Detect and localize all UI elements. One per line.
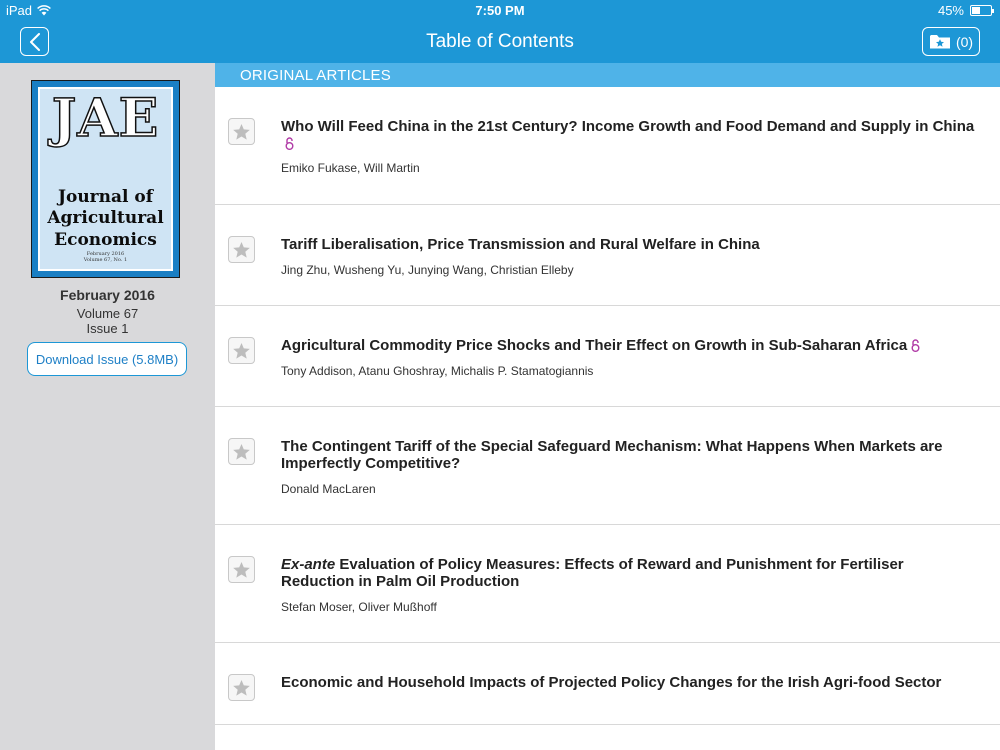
article-authors: Tony Addison, Atanu Ghoshray, Michalis P. Stamatogiannis: [281, 364, 594, 378]
star-icon: [232, 443, 251, 461]
star-icon: [232, 342, 251, 360]
article-row[interactable]: [215, 87, 1000, 205]
article-title[interactable]: [281, 118, 978, 152]
star-icon: [232, 679, 251, 697]
folder-star-icon: [929, 33, 951, 50]
article-title[interactable]: [281, 236, 978, 253]
favorite-star-button[interactable]: [228, 236, 255, 263]
favorite-star-button[interactable]: [228, 118, 255, 145]
journal-cover[interactable]: [31, 80, 180, 278]
issue-sidebar: [0, 63, 215, 750]
device-label: iPad: [6, 3, 33, 18]
article-title-prefix: Ex-ante: [281, 556, 336, 573]
favorite-star-button[interactable]: [228, 556, 255, 583]
article-title[interactable]: [281, 438, 978, 472]
cover-abbr: JAE: [51, 88, 160, 149]
article-title[interactable]: [281, 556, 978, 590]
star-icon: [232, 561, 251, 579]
open-access-lock-icon: [911, 339, 920, 352]
star-icon: [232, 241, 251, 259]
favorite-star-button[interactable]: [228, 337, 255, 364]
article-row[interactable]: [215, 407, 1000, 525]
article-title-text: Agricultural Commodity Price Shocks and Their Effect on Growth in Sub-Saharan Africa: [281, 337, 908, 354]
issue-number: Issue 1: [86, 321, 129, 336]
page-title: Table of Contents: [426, 31, 574, 52]
article-row[interactable]: [215, 643, 1000, 725]
article-title[interactable]: [281, 674, 978, 691]
cover-art: [38, 87, 173, 271]
status-bar: [0, 0, 1000, 20]
cover-journal-name: Journal of Agricultural Economics: [47, 187, 164, 250]
article-row[interactable]: [215, 205, 1000, 306]
battery-fill: [972, 7, 980, 14]
favorite-star-button[interactable]: [228, 674, 255, 701]
article-authors: Donald MacLaren: [281, 482, 376, 496]
download-issue-button[interactable]: Download Issue (5.8MB): [27, 342, 187, 376]
table-of-contents: [215, 63, 1000, 750]
nav-bar: [0, 20, 1000, 63]
issue-volume: Volume 67: [76, 306, 139, 321]
cover-issue-line2: Volume 67, No. 1: [83, 257, 128, 263]
article-title-text: Economic and Household Impacts of Projected Policy Changes for the Irish Agri-food Sector: [281, 674, 942, 691]
battery-percent: 45%: [937, 3, 964, 18]
cover-issue-text: [40, 251, 171, 263]
article-title-text: Tariff Liberalisation, Price Transmission and Rural Welfare in China: [281, 236, 760, 253]
section-header: ORIGINAL ARTICLES: [215, 63, 1000, 87]
favorites-button[interactable]: [922, 27, 980, 56]
favorites-count: (0): [955, 33, 974, 50]
article-authors: Jing Zhu, Wusheng Yu, Junying Wang, Christian Elleby: [281, 263, 574, 277]
status-right: [938, 3, 992, 18]
article-row[interactable]: [215, 306, 1000, 407]
article-row[interactable]: [215, 525, 1000, 643]
article-title-text: Who Will Feed China in the 21st Century? Income Growth and Food Demand and Supply in China: [281, 118, 975, 135]
battery-icon: [970, 5, 992, 16]
article-title[interactable]: [281, 337, 978, 354]
favorite-star-button[interactable]: [228, 438, 255, 465]
cover-issue-line1: February 2016: [86, 251, 125, 257]
open-access-lock-icon: [285, 137, 294, 150]
article-title-text: Evaluation of Policy Measures: Effects of Reward and Punishment for Fertiliser Reduction in Palm Oil Production: [281, 556, 904, 590]
star-icon: [232, 123, 251, 141]
issue-date: February 2016: [60, 287, 155, 303]
clock: 7:50 PM: [475, 3, 525, 18]
article-title-text: The Contingent Tariff of the Special Safeguard Mechanism: What Happens When Markets are Imperfectly Competitive?: [281, 438, 943, 472]
article-authors: Stefan Moser, Oliver Mußhoff: [281, 600, 437, 614]
article-authors: Emiko Fukase, Will Martin: [281, 161, 420, 175]
